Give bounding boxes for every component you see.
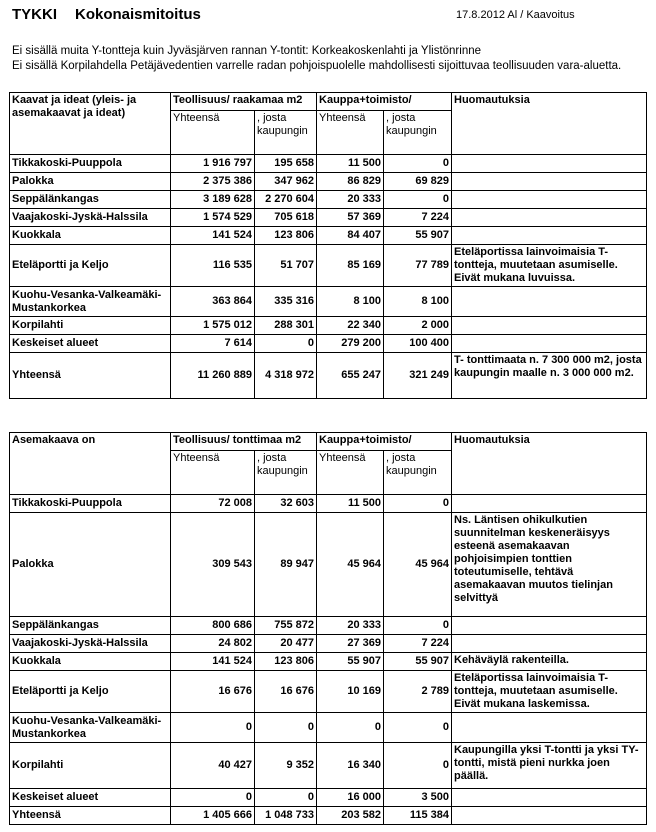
subheader-commerce-total: Yhteensä — [317, 451, 384, 495]
row-industry-total: 72 008 — [171, 495, 255, 513]
row-industry-total: 7 614 — [171, 335, 255, 353]
row-commerce-city: 8 100 — [384, 287, 452, 317]
table-row — [10, 317, 647, 335]
row-area-name: Kuohu-Vesanka-Valkeamäki-Mustankorkea — [10, 713, 171, 743]
table-row — [10, 653, 647, 671]
row-industry-city: 347 962 — [255, 173, 317, 191]
row-industry-total: 141 524 — [171, 653, 255, 671]
row-industry-city: 755 872 — [255, 617, 317, 635]
row-commerce-city: 55 907 — [384, 653, 452, 671]
row-area-name: Keskeiset alueet — [10, 335, 171, 353]
row-industry-total: 16 676 — [171, 671, 255, 713]
subheader-commerce-city: , josta kaupungin — [384, 451, 452, 495]
scope-note-1: Ei sisällä muita Y-tontteja kuin Jyväsjärven rannan Y-tontit: Korkeakoskenlahti ja Ylistönrinne — [12, 45, 482, 57]
row-note: Ns. Läntisen ohikulkutien suunnitelman keskeneräisyys esteenä asemakaavan pohjoisimpien tonttien toteutumiselle, tehtävä asemakaavan muutos tielinjan selvittyä — [452, 513, 647, 617]
row-commerce-city: 77 789 — [384, 245, 452, 287]
row-industry-total: 363 864 — [171, 287, 255, 317]
header-industry: Teollisuus/ tonttimaa m2 — [171, 433, 317, 451]
row-area-name: Seppälänkangas — [10, 617, 171, 635]
row-note: Kehäväylä rakenteilla. — [452, 653, 647, 671]
table-row — [10, 635, 647, 653]
row-industry-total: 0 — [171, 713, 255, 743]
header-area: Asemakaava on — [10, 433, 171, 495]
row-note: T- tonttimaata n. 7 300 000 m2, josta kaupungin maalle n. 3 000 000 m2. — [452, 353, 647, 399]
row-area-name: Eteläportti ja Keljo — [10, 671, 171, 713]
row-commerce-total: 11 500 — [317, 155, 384, 173]
row-commerce-city: 2 000 — [384, 317, 452, 335]
row-commerce-city: 115 384 — [384, 807, 452, 825]
row-area-name: Keskeiset alueet — [10, 789, 171, 807]
row-note — [452, 635, 647, 653]
row-commerce-total: 11 500 — [317, 495, 384, 513]
row-commerce-city: 69 829 — [384, 173, 452, 191]
row-industry-city: 4 318 972 — [255, 353, 317, 399]
row-industry-total: 40 427 — [171, 743, 255, 789]
row-industry-total: 0 — [171, 789, 255, 807]
table-row — [10, 191, 647, 209]
row-industry-city: 123 806 — [255, 653, 317, 671]
row-area-name: Vaajakoski-Jyskä-Halssila — [10, 209, 171, 227]
row-area-name: Kuokkala — [10, 227, 171, 245]
row-industry-city: 0 — [255, 713, 317, 743]
row-area-name: Tikkakoski-Puuppola — [10, 495, 171, 513]
row-note — [452, 807, 647, 825]
table-plans-and-ideas — [9, 92, 647, 399]
row-commerce-city: 45 964 — [384, 513, 452, 617]
row-industry-city: 0 — [255, 789, 317, 807]
row-industry-total: 24 802 — [171, 635, 255, 653]
row-area-name: Eteläportti ja Keljo — [10, 245, 171, 287]
row-area-name: Palokka — [10, 513, 171, 617]
row-commerce-total: 84 407 — [317, 227, 384, 245]
row-note — [452, 317, 647, 335]
row-industry-total: 1 916 797 — [171, 155, 255, 173]
header-commerce: Kauppa+toimisto/ — [317, 433, 452, 451]
row-commerce-city: 7 224 — [384, 635, 452, 653]
row-industry-city: 195 658 — [255, 155, 317, 173]
table-row — [10, 807, 647, 825]
row-industry-city: 123 806 — [255, 227, 317, 245]
table-row — [10, 287, 647, 317]
row-note — [452, 617, 647, 635]
row-commerce-total: 16 000 — [317, 789, 384, 807]
title-tykki: TYKKI — [12, 6, 57, 23]
table-row — [10, 617, 647, 635]
row-industry-city: 0 — [255, 335, 317, 353]
row-industry-total: 11 260 889 — [171, 353, 255, 399]
row-industry-city: 20 477 — [255, 635, 317, 653]
row-industry-city: 51 707 — [255, 245, 317, 287]
row-area-name: Tikkakoski-Puuppola — [10, 155, 171, 173]
row-area-name: Kuokkala — [10, 653, 171, 671]
table-row — [10, 495, 647, 513]
table-row — [10, 353, 647, 399]
row-commerce-total: 655 247 — [317, 353, 384, 399]
table-row — [10, 713, 647, 743]
row-commerce-total: 55 907 — [317, 653, 384, 671]
subheader-commerce-total: Yhteensä — [317, 111, 384, 155]
subheader-commerce-city: , josta kaupungin — [384, 111, 452, 155]
row-note — [452, 789, 647, 807]
date-author: 17.8.2012 Al / Kaavoitus — [456, 9, 575, 21]
row-note — [452, 209, 647, 227]
row-industry-total: 1 405 666 — [171, 807, 255, 825]
row-note: Kaupungilla yksi T-tontti ja yksi TY-tontti, mistä pieni nurkka joen päällä. — [452, 743, 647, 789]
row-commerce-city: 2 789 — [384, 671, 452, 713]
header-notes: Huomautuksia — [452, 433, 647, 495]
row-area-name: Korpilahti — [10, 317, 171, 335]
row-commerce-total: 203 582 — [317, 807, 384, 825]
row-note — [452, 191, 647, 209]
table-row — [10, 227, 647, 245]
row-commerce-total: 10 169 — [317, 671, 384, 713]
table-row — [10, 209, 647, 227]
row-area-name: Vaajakoski-Jyskä-Halssila — [10, 635, 171, 653]
subheader-industry-total: Yhteensä — [171, 111, 255, 155]
row-note — [452, 227, 647, 245]
row-note — [452, 335, 647, 353]
table-row — [10, 789, 647, 807]
row-industry-total: 2 375 386 — [171, 173, 255, 191]
header-commerce: Kauppa+toimisto/ — [317, 93, 452, 111]
row-note — [452, 495, 647, 513]
row-industry-city: 1 048 733 — [255, 807, 317, 825]
row-commerce-total: 16 340 — [317, 743, 384, 789]
row-area-name: Yhteensä — [10, 353, 171, 399]
row-industry-total: 309 543 — [171, 513, 255, 617]
row-industry-city: 705 618 — [255, 209, 317, 227]
row-note: Eteläportissa lainvoimaisia T-tontteja, muutetaan asumiselle. Eivät mukana luvuissa. — [452, 245, 647, 287]
row-commerce-total: 85 169 — [317, 245, 384, 287]
row-commerce-city: 0 — [384, 713, 452, 743]
subheader-industry-city: , josta kaupungin — [255, 451, 317, 495]
row-commerce-total: 20 333 — [317, 617, 384, 635]
row-note — [452, 155, 647, 173]
row-industry-total: 1 575 012 — [171, 317, 255, 335]
table-row — [10, 513, 647, 617]
row-commerce-city: 0 — [384, 743, 452, 789]
table-zoning-plan — [9, 432, 647, 825]
row-note — [452, 287, 647, 317]
row-industry-city: 16 676 — [255, 671, 317, 713]
row-commerce-total: 27 369 — [317, 635, 384, 653]
row-commerce-city: 3 500 — [384, 789, 452, 807]
row-commerce-total: 57 369 — [317, 209, 384, 227]
row-area-name: Seppälänkangas — [10, 191, 171, 209]
row-area-name: Yhteensä — [10, 807, 171, 825]
row-industry-total: 3 189 628 — [171, 191, 255, 209]
row-note — [452, 173, 647, 191]
row-commerce-city: 7 224 — [384, 209, 452, 227]
row-industry-city: 335 316 — [255, 287, 317, 317]
row-commerce-total: 279 200 — [317, 335, 384, 353]
row-industry-city: 288 301 — [255, 317, 317, 335]
table-row — [10, 155, 647, 173]
row-commerce-total: 8 100 — [317, 287, 384, 317]
document-header — [12, 6, 644, 26]
row-commerce-city: 0 — [384, 617, 452, 635]
row-commerce-city: 100 400 — [384, 335, 452, 353]
title-kokonaismitoitus: Kokonaismitoitus — [75, 6, 201, 23]
subheader-industry-total: Yhteensä — [171, 451, 255, 495]
row-industry-total: 1 574 529 — [171, 209, 255, 227]
header-notes: Huomautuksia — [452, 93, 647, 155]
row-industry-city: 2 270 604 — [255, 191, 317, 209]
row-commerce-total: 22 340 — [317, 317, 384, 335]
table-row — [10, 245, 647, 287]
row-area-name: Palokka — [10, 173, 171, 191]
row-industry-city: 9 352 — [255, 743, 317, 789]
row-commerce-total: 20 333 — [317, 191, 384, 209]
subheader-industry-city: , josta kaupungin — [255, 111, 317, 155]
row-note: Eteläportissa lainvoimaisia T-tontteja, muutetaan asumiselle. Eivät mukana laskemissa. — [452, 671, 647, 713]
header-area: Kaavat ja ideat (yleis- ja asemakaavat ja ideat) — [10, 93, 171, 155]
header-industry: Teollisuus/ raakamaa m2 — [171, 93, 317, 111]
row-commerce-city: 0 — [384, 191, 452, 209]
row-commerce-city: 0 — [384, 155, 452, 173]
row-commerce-city: 0 — [384, 495, 452, 513]
scope-notes — [12, 44, 621, 74]
row-commerce-total: 45 964 — [317, 513, 384, 617]
table-row — [10, 335, 647, 353]
row-commerce-total: 0 — [317, 713, 384, 743]
table-row — [10, 743, 647, 789]
row-commerce-total: 86 829 — [317, 173, 384, 191]
row-industry-city: 32 603 — [255, 495, 317, 513]
row-industry-total: 116 535 — [171, 245, 255, 287]
row-note — [452, 713, 647, 743]
scope-note-2: Ei sisällä Korpilahdella Petäjävedentien varrelle radan pohjoispuolelle mahdollisesti sijoittuvaa teollisuuden vara-aluetta. — [12, 60, 622, 72]
row-commerce-city: 321 249 — [384, 353, 452, 399]
row-commerce-city: 55 907 — [384, 227, 452, 245]
row-industry-total: 141 524 — [171, 227, 255, 245]
table-row — [10, 173, 647, 191]
row-area-name: Korpilahti — [10, 743, 171, 789]
row-industry-city: 89 947 — [255, 513, 317, 617]
table-row — [10, 671, 647, 713]
row-area-name: Kuohu-Vesanka-Valkeamäki-Mustankorkea — [10, 287, 171, 317]
row-industry-total: 800 686 — [171, 617, 255, 635]
